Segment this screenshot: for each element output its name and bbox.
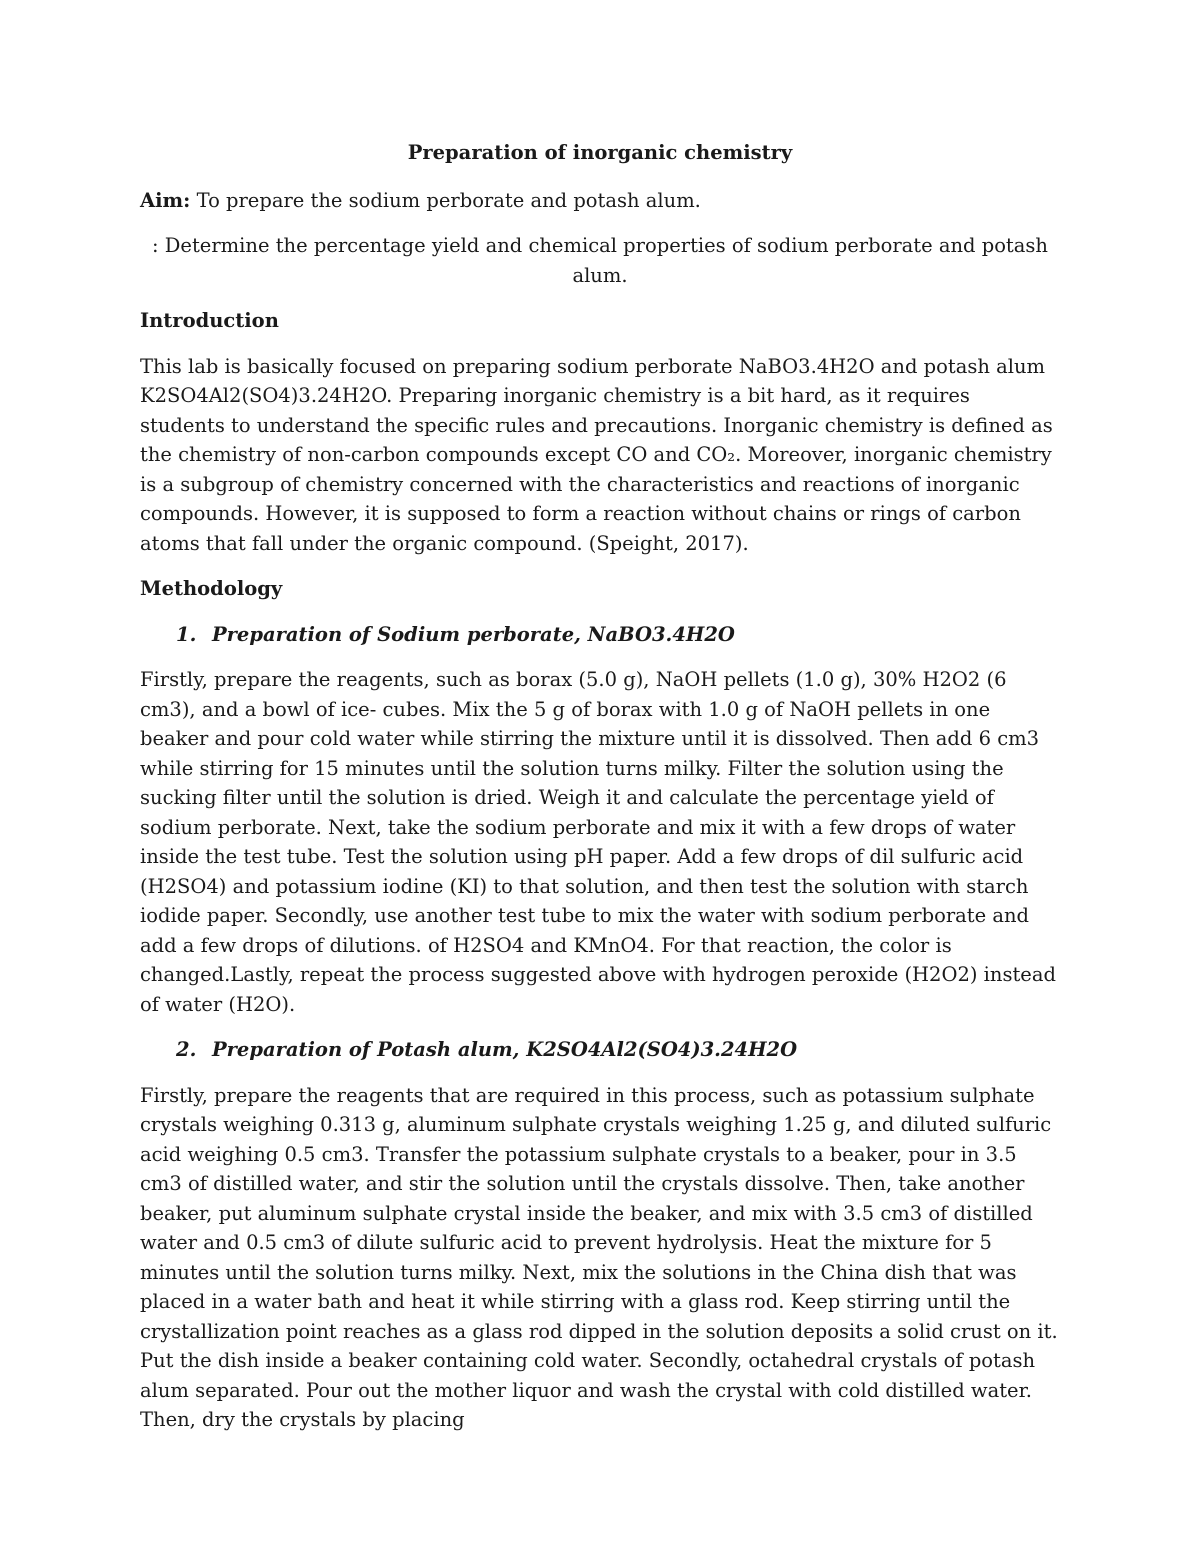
aim-second-line: : Determine the percentage yield and chemical properties of sodium perborate and potash alum. <box>152 234 1048 287</box>
aim-text: To prepare the sodium perborate and potash alum. <box>190 188 701 212</box>
section-2-title: Preparation of Potash alum, K2SO4Al2(SO4)3.24H2O <box>212 1038 798 1061</box>
introduction-paragraph: This lab is basically focused on preparing sodium perborate NaBO3.4H2O and potash alum K2SO4Al2(SO4)3.24H2O. Preparing inorganic chemistry is a bit hard, as it requires students to understand the specific rules and precautions. Inorganic chemistry is defined as the chemistry of non-carbon compounds except CO and CO₂. Moreover, inorganic chemistry is a subgroup of chemistry concerned with the characteristics and reactions of inorganic compounds. However, it is supposed to form a reaction without chains or rings of carbon atoms that fall under the organic compound. (Speight, 2017). <box>140 354 1053 555</box>
introduction-heading: Introduction <box>140 309 279 332</box>
section-2-paragraph: Firstly, prepare the reagents that are required in this process, such as potassium sulphate crystals weighing 0.313 g, aluminum sulphate crystals weighing 1.25 g, and diluted sulfuric acid weighing 0.5 cm3. Transfer the potassium sulphate crystals to a beaker, pour in 3.5 cm3 of distilled water, and stir the solution until the crystals dissolve. Then, take another beaker, put aluminum sulphate crystal inside the beaker, and mix with 3.5 cm3 of distilled water and 0.5 cm3 of dilute sulfuric acid to prevent hydrolysis. Heat the mixture for 5 minutes until the solution turns milky. Next, mix the solutions in the China dish that was placed in a water bath and heat it while stirring with a glass rod. Keep stirring until the crystallization point reaches as a glass rod dipped in the solution deposits a solid crust on it. Put the dish inside a beaker containing cold water. Secondly, octahedral crystals of potash alum separated. Pour out the mother liquor and wash the crystal with cold distilled water. Then, dry the crystals by placing <box>140 1083 1058 1431</box>
aim-label: Aim: <box>140 188 191 212</box>
document-title: Preparation of inorganic chemistry <box>407 141 793 164</box>
section-2-heading <box>140 1035 1060 1065</box>
section-1-number: 1. <box>176 622 197 646</box>
section-1-title: Preparation of Sodium perborate, NaBO3.4H2O <box>212 622 735 646</box>
section-2-number: 2. <box>176 1038 197 1061</box>
section-1-paragraph: Firstly, prepare the reagents, such as borax (5.0 g), NaOH pellets (1.0 g), 30% H2O2 (6 cm3), and a bowl of ice- cubes. Mix the 5 g of borax with 1.0 g of NaOH pellets in one beaker and pour cold water while stirring the mixture until it is dissolved. Then add 6 cm3 while stirring for 15 minutes until the solution turns milky. Filter the solution using the sucking filter until the solution is dried. Weigh it and calculate the percentage yield of sodium perborate. Next, take the sodium perborate and mix it with a few drops of water inside the test tube. Test the solution using pH paper. Add a few drops of dil sulfuric acid (H2SO4) and potassium iodine (KI) to that solution, and then test the solution with starch iodide paper. Secondly, use another test tube to mix the water with sodium perborate and add a few drops of dilutions. of H2SO4 and KMnO4. For that reaction, the color is changed.Lastly, repeat the process suggested above with hydrogen peroxide (H2O2) instead of water (H2O). <box>140 668 1056 1016</box>
methodology-heading: Methodology <box>140 577 283 600</box>
document-page <box>140 138 1060 1451</box>
section-1-heading <box>140 620 1060 650</box>
aim-line <box>140 186 1060 216</box>
